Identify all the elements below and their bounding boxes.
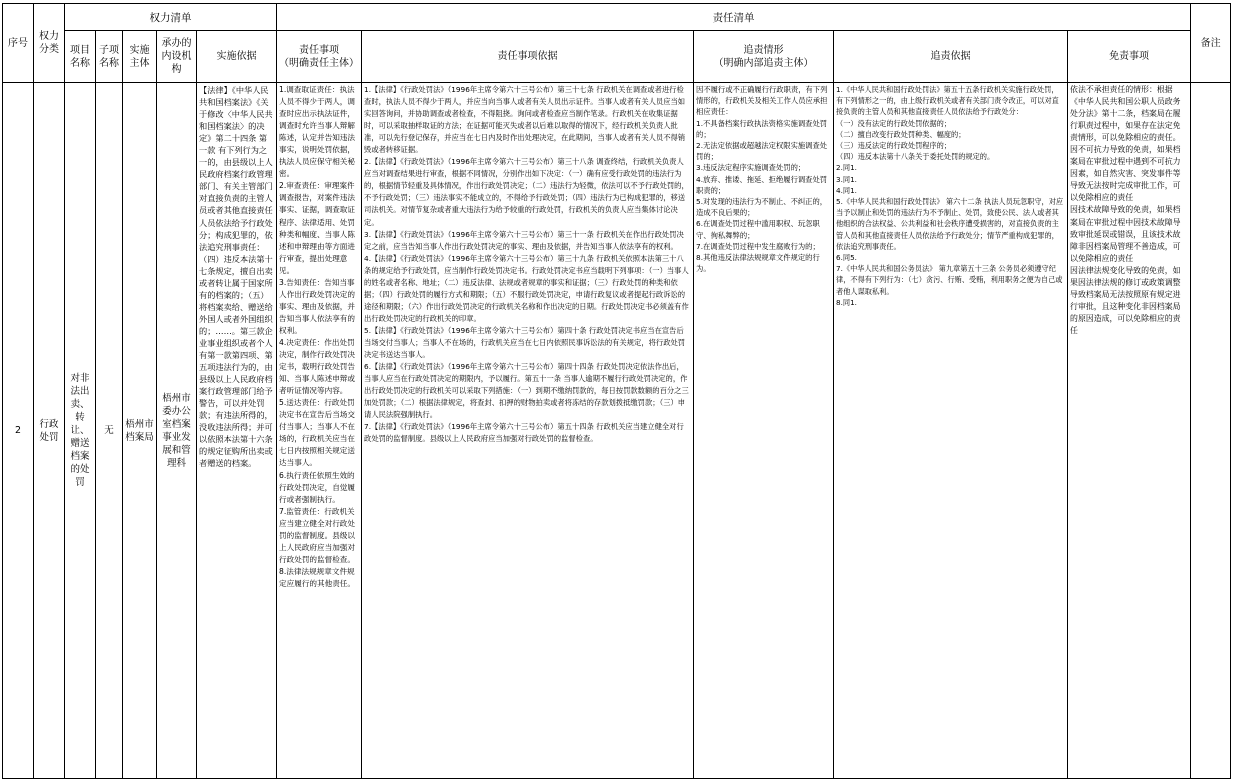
cell-serial: 2 (3, 83, 34, 779)
group-header-responsibility-list: 责任清单 (277, 4, 1191, 31)
group-header-power-list: 权力清单 (65, 4, 277, 31)
header-accountability-basis: 追责依据 (834, 31, 1068, 83)
power-responsibility-table (2, 3, 1231, 779)
header-accountability: 追责情形 （明确内部追责主体） (694, 31, 834, 83)
cell-exemption: 依法不承担责任的情形：根据《中华人民共和国公职人员政务处分法》第十二条，档案局在履行职责过程中，如果存在法定免责情形，可以免除相应的责任。 因不可抗力导致的免责，如果档案局在审批过程中遇到不可抗力因素，如自然灾害、突发事件等导致无法按时完成审批工作，可以免除相应的责任 因技术故障导致的免责，如果档案局在审批过程中因技术故障导致审批延误或错误，且该技术故障非因档案局管理不善造成，可以免除相应的责任 因法律法规变化导致的免责，如果因法律法规的修订或政策调整导致档案局无法按照原有规定进行审批，且这种变化非因档案局的原因造成，可以免除相应的责任 (1068, 83, 1191, 779)
header-remarks: 备注 (1191, 4, 1231, 83)
header-serial: 序号 (3, 4, 34, 83)
header-responsibility-basis: 责任事项依据 (362, 31, 694, 83)
cell-item-name: 对非法出卖、转让、赠送档案的处罚 (65, 83, 96, 779)
cell-responsibility-basis: 1.【法律】《行政处罚法》（1996年主席令第六十三号公布）第三十七条 行政机关在调查或者进行检查时，执法人员不得少于两人，并应当向当事人或者有关人员出示证件。当事人或者有关人员应当如实回答询问，并协助调查或者检查，不得阻挠。询问或者检查应当制作笔录。行政机关在收集证据时，可以采取抽样取证的方法；在证据可能灭失或者以后难以取得的情况下，经行政机关负责人批准，可以先行登记保存，并应当在七日内及时作出处理决定，在此期间，当事人或者有关人员不得销毁或者转移证据。 2.【法律】《行政处罚法》（1996年主席令第六十三号公布）第三十八条 调查终结，行政机关负责人应当对调查结果进行审查，根据不同情况，分别作出如下决定：（一）确有应受行政处罚的违法行为的，根据情节轻重及具体情况，作出行政处罚决定；（二）违法行为轻微，依法可以不予行政处罚的，不予行政处罚；（三）违法事实不能成立的，不得给予行政处罚；（四）违法行为已构成犯罪的，移送司法机关。对情节复杂或者重大违法行为给予较重的行政处罚，行政机关的负责人应当集体讨论决定。 3.【法律】《行政处罚法》（1996年主席令第六十三号公布）第三十一条 行政机关在作出行政处罚决定之前，应当告知当事人作出行政处罚决定的事实、理由及依据，并告知当事人依法享有的权利。 4.【法律】《行政处罚法》（1996年主席令第六十三号公布）第三十九条 行政机关依照本法第三十八条的规定给予行政处罚，应当制作行政处罚决定书。行政处罚决定书应当载明下列事项：（一）当事人的姓名或者名称、地址；（二）违反法律、法规或者规章的事实和证据；（三）行政处罚的种类和依据；（四）行政处罚的履行方式和期限；（五）不服行政处罚决定，申请行政复议或者提起行政诉讼的途径和期限；（六）作出行政处罚决定的行政机关名称和作出决定的日期。行政处罚决定书必须盖有作出行政处罚决定的行政机关的印章。 5.【法律】《行政处罚法》（1996年主席令第六十三号公布）第四十条 行政处罚决定书应当在宣告后当场交付当事人；当事人不在场的，行政机关应当在七日内依照民事诉讼法的有关规定，将行政处罚决定书送达当事人。 6.【法律】《行政处罚法》（1996年主席令第六十三号公布）第四十四条 行政处罚决定依法作出后，当事人应当在行政处罚决定的期限内，予以履行。第五十一条 当事人逾期不履行行政处罚决定的，作出行政处罚决定的行政机关可以采取下列措施：（一）到期不缴纳罚款的，每日按罚款数额的百分之三加处罚款；（二）根据法律规定，将查封、扣押的财物拍卖或者将冻结的存款划拨抵缴罚款；（三）申请人民法院强制执行。 7.【法律】《行政处罚法》（1996年主席令第六十三号公布）第五十四条 行政机关应当建立健全对行政处罚的监督制度。县级以上人民政府应当加强对行政处罚的监督检查。 (362, 83, 694, 779)
header-dept: 承办的内设机构 (157, 31, 197, 83)
cell-responsibility: 1.调查取证责任：执法人员不得少于两人，调查时应出示执法证件，调查时允许当事人辩解陈述，认定并告知违法事实，说明处罚依据，执法人员应保守相关秘密。 2.审查责任：审理案件调查报告，对案件违法事实、证据，调查取证程序、法律适用、处罚种类和幅度、当事人陈述和申辩理由等方面进行审查，提出处理意见。 3.告知责任：告知当事人作出行政处罚决定的事实、理由及依据，并告知当事人依法享有的权利。 4.决定责任：作出处罚决定，制作行政处罚决定书，载明行政处罚告知、当事人陈述申辩或者听证情况等内容。 5.送达责任：行政处罚决定书在宣告后当场交付当事人；当事人不在场的，行政机关应当在七日内按照相关规定送达当事人。 6.执行责任依照生效的行政处罚决定，自觉履行或者强制执行。 7.监管责任：行政机关应当建立健全对行政处罚的监督制度。县级以上人民政府应当加强对行政处罚的监督检查。 8.法律法规规章文件规定应履行的其他责任。 (277, 83, 362, 779)
header-sub-item-name: 子项名称 (96, 31, 123, 83)
table-row (3, 83, 1231, 779)
header-item-name: 项目名称 (65, 31, 96, 83)
cell-dept: 梧州市委办公室档案事业发展和管理科 (157, 83, 197, 779)
cell-category: 行政处罚 (34, 83, 65, 779)
header-responsibility: 责任事项 （明确责任主体） (277, 31, 362, 83)
header-category: 权力分类 (34, 4, 65, 83)
cell-accountability-basis: 1.《中华人民共和国行政处罚法》第五十五条行政机关实施行政处罚，有下列情形之一的，由上级行政机关或者有关部门责令改正，可以对直接负责的主管人员和其他直接责任人员依法给予行政处分： （一）没有法定的行政处罚依据的； （二）擅自改变行政处罚种类、幅度的； （三）违反法定的行政处罚程序的； （四）违反本法第十八条关于委托处罚的规定的。 2.同1. 3.同1. 4.同1. 5.《中华人民共和国行政处罚法》 第六十二条 执法人员玩忽职守，对应当予以制止和处罚的违法行为不予制止、处罚，致使公民、法人或者其他组织的合法权益、公共利益和社会秩序遭受损害的，对直接负责的主管人员和其他直接责任人员依法给予行政处分；情节严重构成犯罪的，依法追究刑事责任。 6.同5. 7.《中华人民共和国公务员法》 第九章第五十三条 公务员必须遵守纪律，不得有下列行为：（七）贪污、行贿、受贿，利用职务之便为自己或者他人谋取私利。 8.同1. (834, 83, 1068, 779)
cell-basis: 【法律】《中华人民共和国档案法》《关于修改〈中华人民共和国档案法〉的决定》第二十四条 第一款 有下列行为之一的，由县级以上人民政府档案行政管理部门、有关主管部门对直接负责的主管人员或者其他直接责任人员依法给予行政处分；构成犯罪的，依法追究刑事责任：（四）违反本法第十七条规定，擅自出卖或者转让属于国家所有的档案的；（五）将档案卖给、赠送给外国人或者外国组织的；……。第三款企业事业组织或者个人有第一款第四项、第五项违法行为的，由县级以上人民政府档案行政管理部门给予警告，可以并处罚款；有违法所得的，没收违法所得；并可以依照本法第十六条的规定征购所出卖或者赠送的档案。 (197, 83, 277, 779)
header-exemption: 免责事项 (1068, 31, 1191, 83)
cell-accountability: 因不履行或不正确履行行政职责，有下列情形的，行政机关及相关工作人员应承担相应责任： 1.不具备档案行政执法资格实施调查处罚的； 2.无法定依据或超越法定权限实施调查处罚的； 3.违反法定程序实施调查处罚的； 4.放弃、推诿、拖延、拒绝履行调查处罚职责的； 5.对发现的违法行为不制止、不纠正的，造成不良后果的； 6.在调查处罚过程中滥用职权、玩忽职守、徇私舞弊的； 7.在调查处罚过程中发生腐败行为的； 8.其他违反法律法规规章文件规定的行为。 (694, 83, 834, 779)
header-basis: 实施依据 (197, 31, 277, 83)
cell-subject: 梧州市档案局 (123, 83, 157, 779)
cell-sub-item-name: 无 (96, 83, 123, 779)
cell-remarks (1191, 83, 1231, 779)
header-subject: 实施主体 (123, 31, 157, 83)
